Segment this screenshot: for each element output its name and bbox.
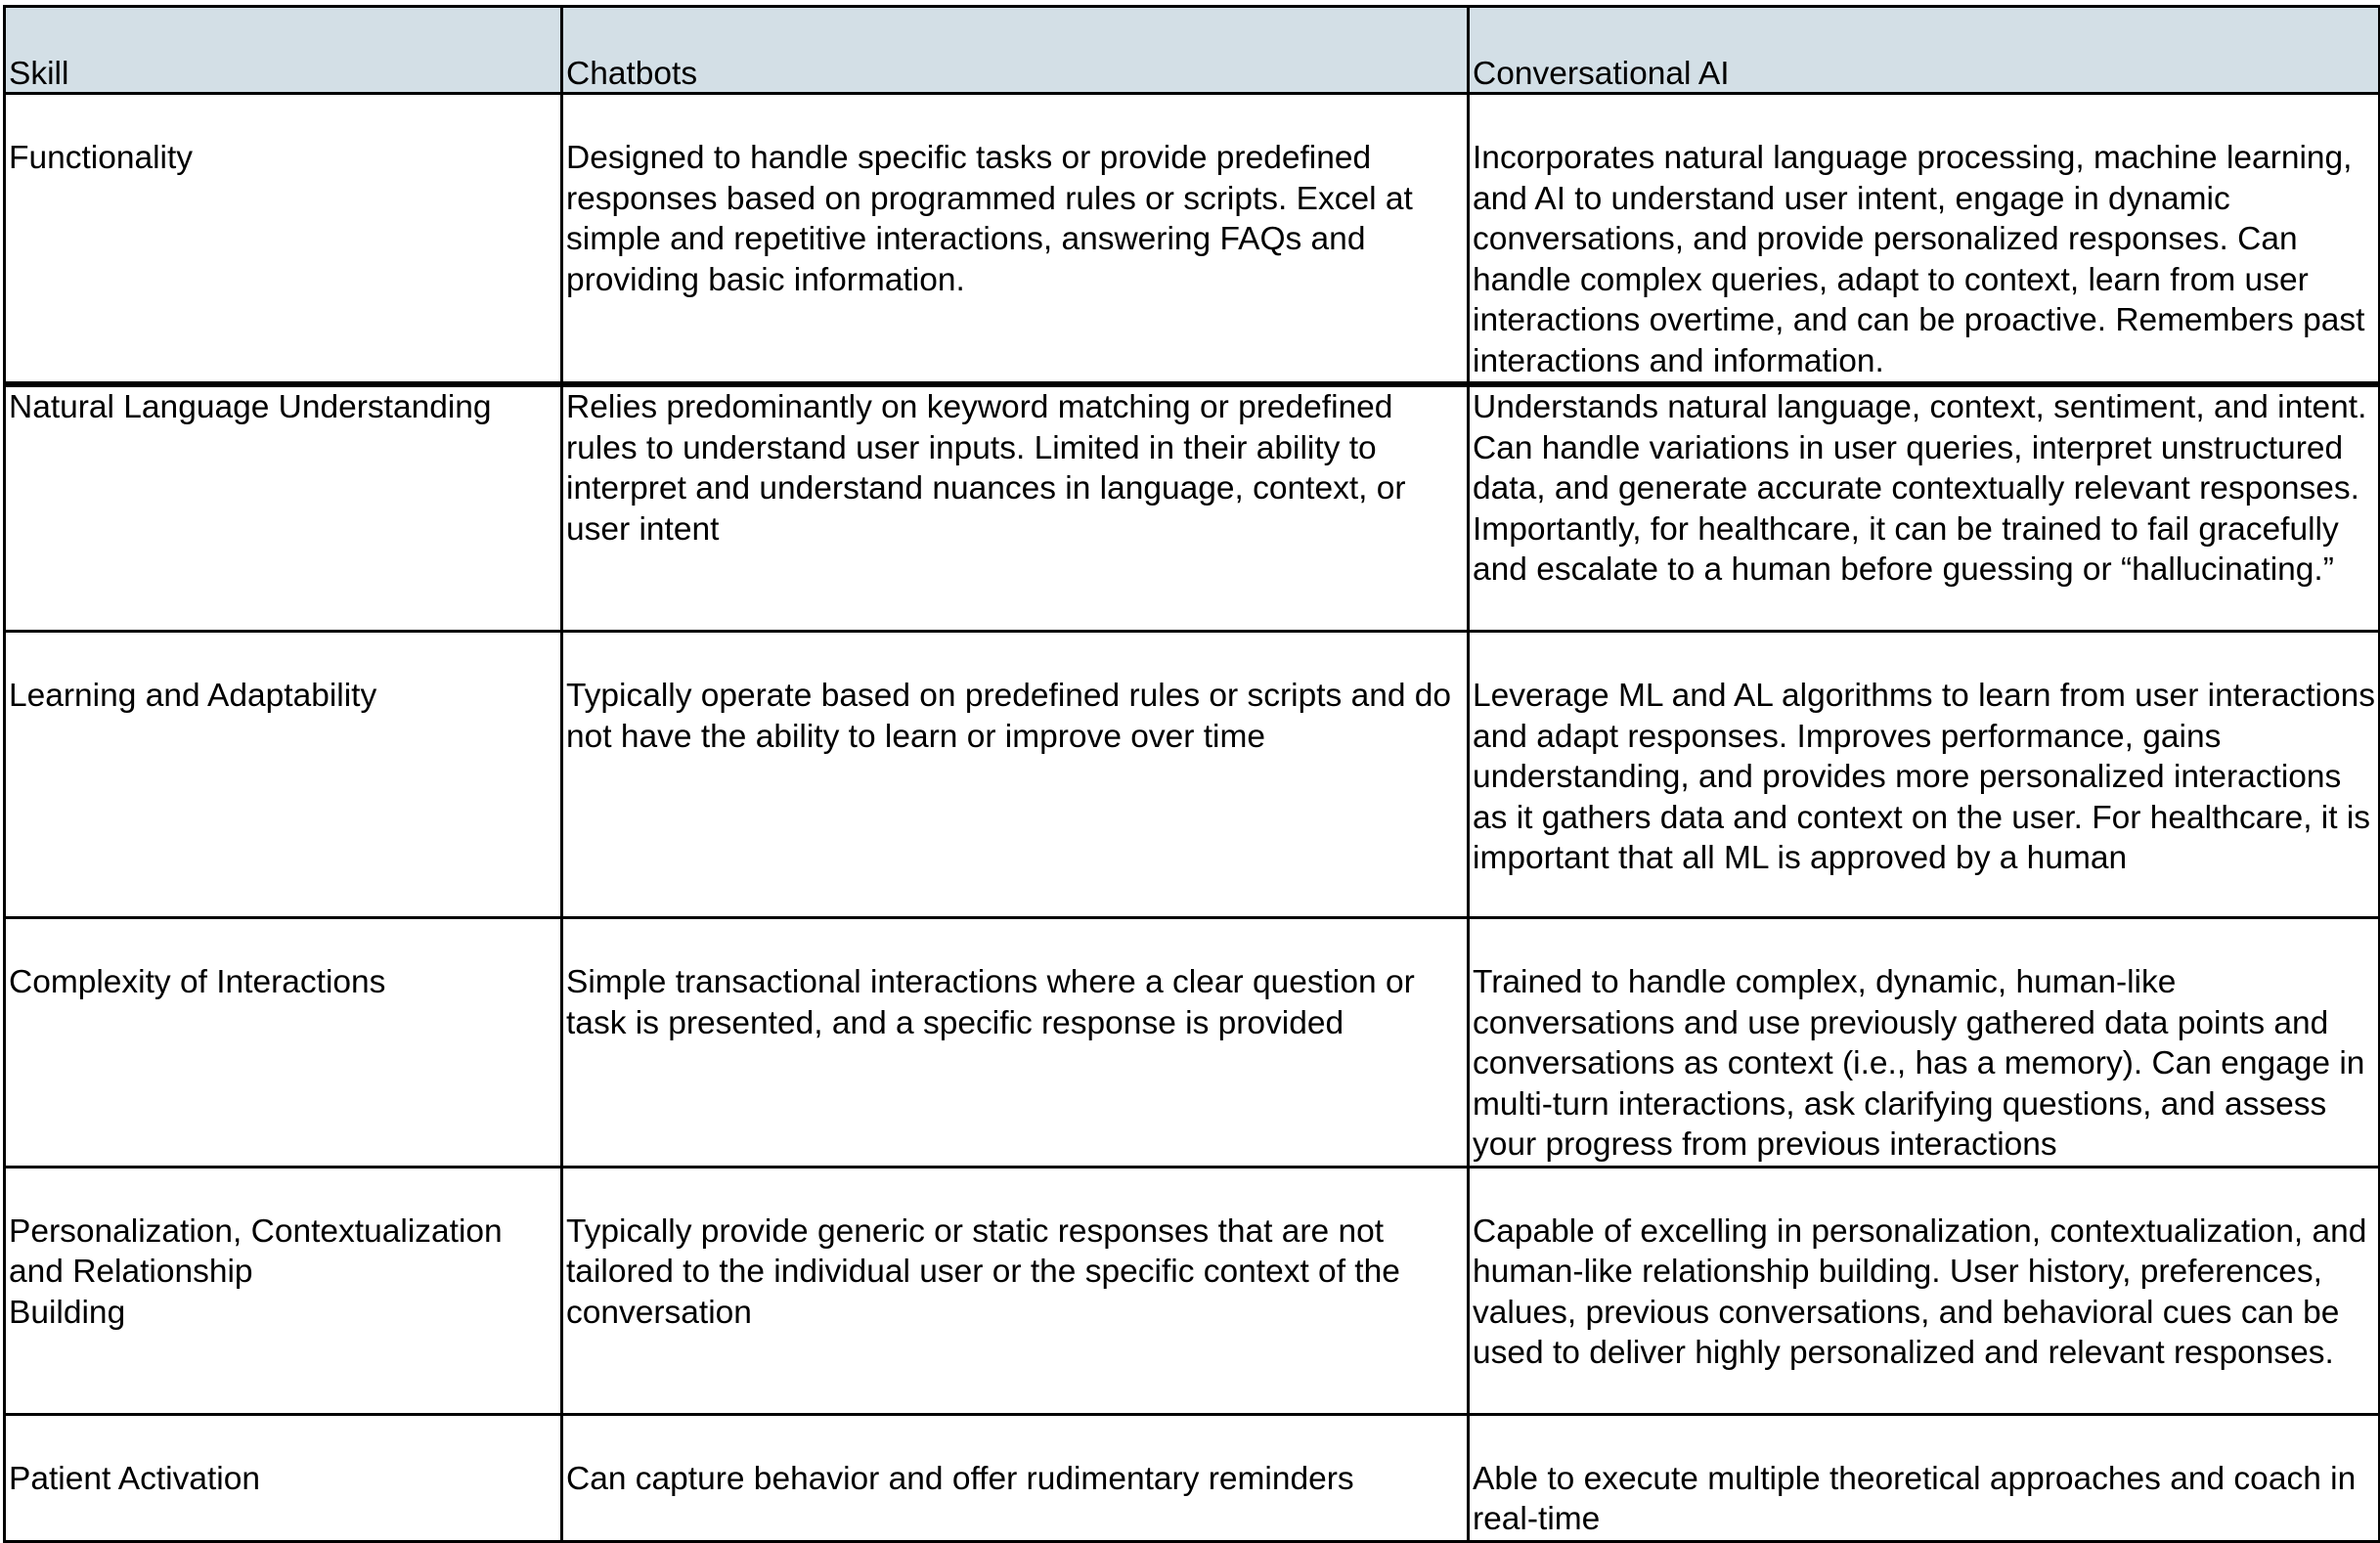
chatbots-text: Typically provide generic or static responses that are not tailored to the individual user or the specific context of the conversation xyxy=(566,1212,1400,1331)
skill-text: Learning and Adaptability xyxy=(9,678,377,714)
chatbots-text: Designed to handle specific tasks or provide predefined responses based on programmed rules or scripts. Excel at simple and repetitive interactions, answering FAQs and providing basic information. xyxy=(566,140,1413,298)
chatbots-text: Relies predominantly on keyword matching or predefined rules to understand user inputs. Limited in their ability to interpret and understand nuances in language, context, or user intent xyxy=(566,389,1406,548)
chatbots-text: Typically operate based on predefined rules or scripts and do not have the ability to learn or improve over time xyxy=(566,678,1452,755)
skill-text: Personalization, Contextualization and Relationship Building xyxy=(9,1212,503,1331)
conversational-ai-text: Trained to handle complex, dynamic, human-like conversations and use previously gathered data points and conversations as context (i.e., has a memory). Can engage in multi-turn interactions, ask clarifying questions, and assess your progress from previous interactions xyxy=(1473,964,2365,1163)
chatbots-text: Simple transactional interactions where a clear question or task is presented, and a specific response is provided xyxy=(566,964,1415,1041)
chatbots-cell xyxy=(562,94,1469,385)
header-skill: Skill xyxy=(5,7,562,94)
skill-cell xyxy=(5,918,562,1168)
skill-text: Functionality xyxy=(9,140,194,176)
chatbots-cell xyxy=(562,1414,1469,1541)
conversational-ai-cell xyxy=(1469,1414,2380,1541)
conversational-ai-text: Understands natural language, context, sentiment, and intent. Can handle variations in user queries, interpret unstructured data, and generate accurate contextually relevant responses. Importantly, for healthcare, it can be trained to fail gracefully and escalate to a human before guessing or “hallucinating.” xyxy=(1473,389,2367,588)
skill-cell xyxy=(5,1167,562,1414)
skill-cell xyxy=(5,632,562,918)
conversational-ai-text: Able to execute multiple theoretical approaches and coach in real-time xyxy=(1473,1460,2357,1537)
skill-cell xyxy=(5,1414,562,1541)
table-row xyxy=(5,918,2380,1168)
table-row xyxy=(5,94,2380,385)
skill-text: Natural Language Understanding xyxy=(9,389,492,425)
header-conversational-ai: Conversational AI xyxy=(1469,7,2380,94)
chatbots-cell xyxy=(562,918,1469,1168)
table-row xyxy=(5,384,2380,632)
conversational-ai-text: Incorporates natural language processing, machine learning, and AI to understand user intent, engage in dynamic conversations, and provide personalized responses. Can handle complex queries, adapt to context, learn from user interactions overtime, and can be proactive. Remembers past interactions and information. xyxy=(1473,140,2365,379)
conversational-ai-cell xyxy=(1469,632,2380,918)
skill-cell xyxy=(5,384,562,632)
table-row xyxy=(5,1414,2380,1541)
conversational-ai-cell xyxy=(1469,384,2380,632)
header-chatbots: Chatbots xyxy=(562,7,1469,94)
conversational-ai-text: Leverage ML and AL algorithms to learn from user interactions and adapt responses. Improves performance, gains understanding, and provides more personalized interactions as it gathers data and context on the user. For healthcare, it is important that all ML is approved by a human xyxy=(1473,678,2375,876)
chatbots-text: Can capture behavior and offer rudimentary reminders xyxy=(566,1460,1354,1497)
chatbots-cell xyxy=(562,384,1469,632)
chatbots-cell xyxy=(562,1167,1469,1414)
conversational-ai-cell xyxy=(1469,94,2380,385)
conversational-ai-cell xyxy=(1469,918,2380,1168)
comparison-table xyxy=(3,5,2380,1543)
skill-text: Complexity of Interactions xyxy=(9,964,386,1000)
conversational-ai-text: Capable of excelling in personalization, contextualization, and human-like relationship building. User history, preferences, values, previous conversations, and behavioral cues can be used to deliver highly personalized and relevant responses. xyxy=(1473,1212,2367,1371)
chatbots-cell xyxy=(562,632,1469,918)
table-row xyxy=(5,1167,2380,1414)
header-row xyxy=(5,7,2380,94)
conversational-ai-cell xyxy=(1469,1167,2380,1414)
comparison-sheet xyxy=(3,5,2378,1535)
table-row xyxy=(5,632,2380,918)
skill-text: Patient Activation xyxy=(9,1460,260,1497)
skill-cell xyxy=(5,94,562,385)
